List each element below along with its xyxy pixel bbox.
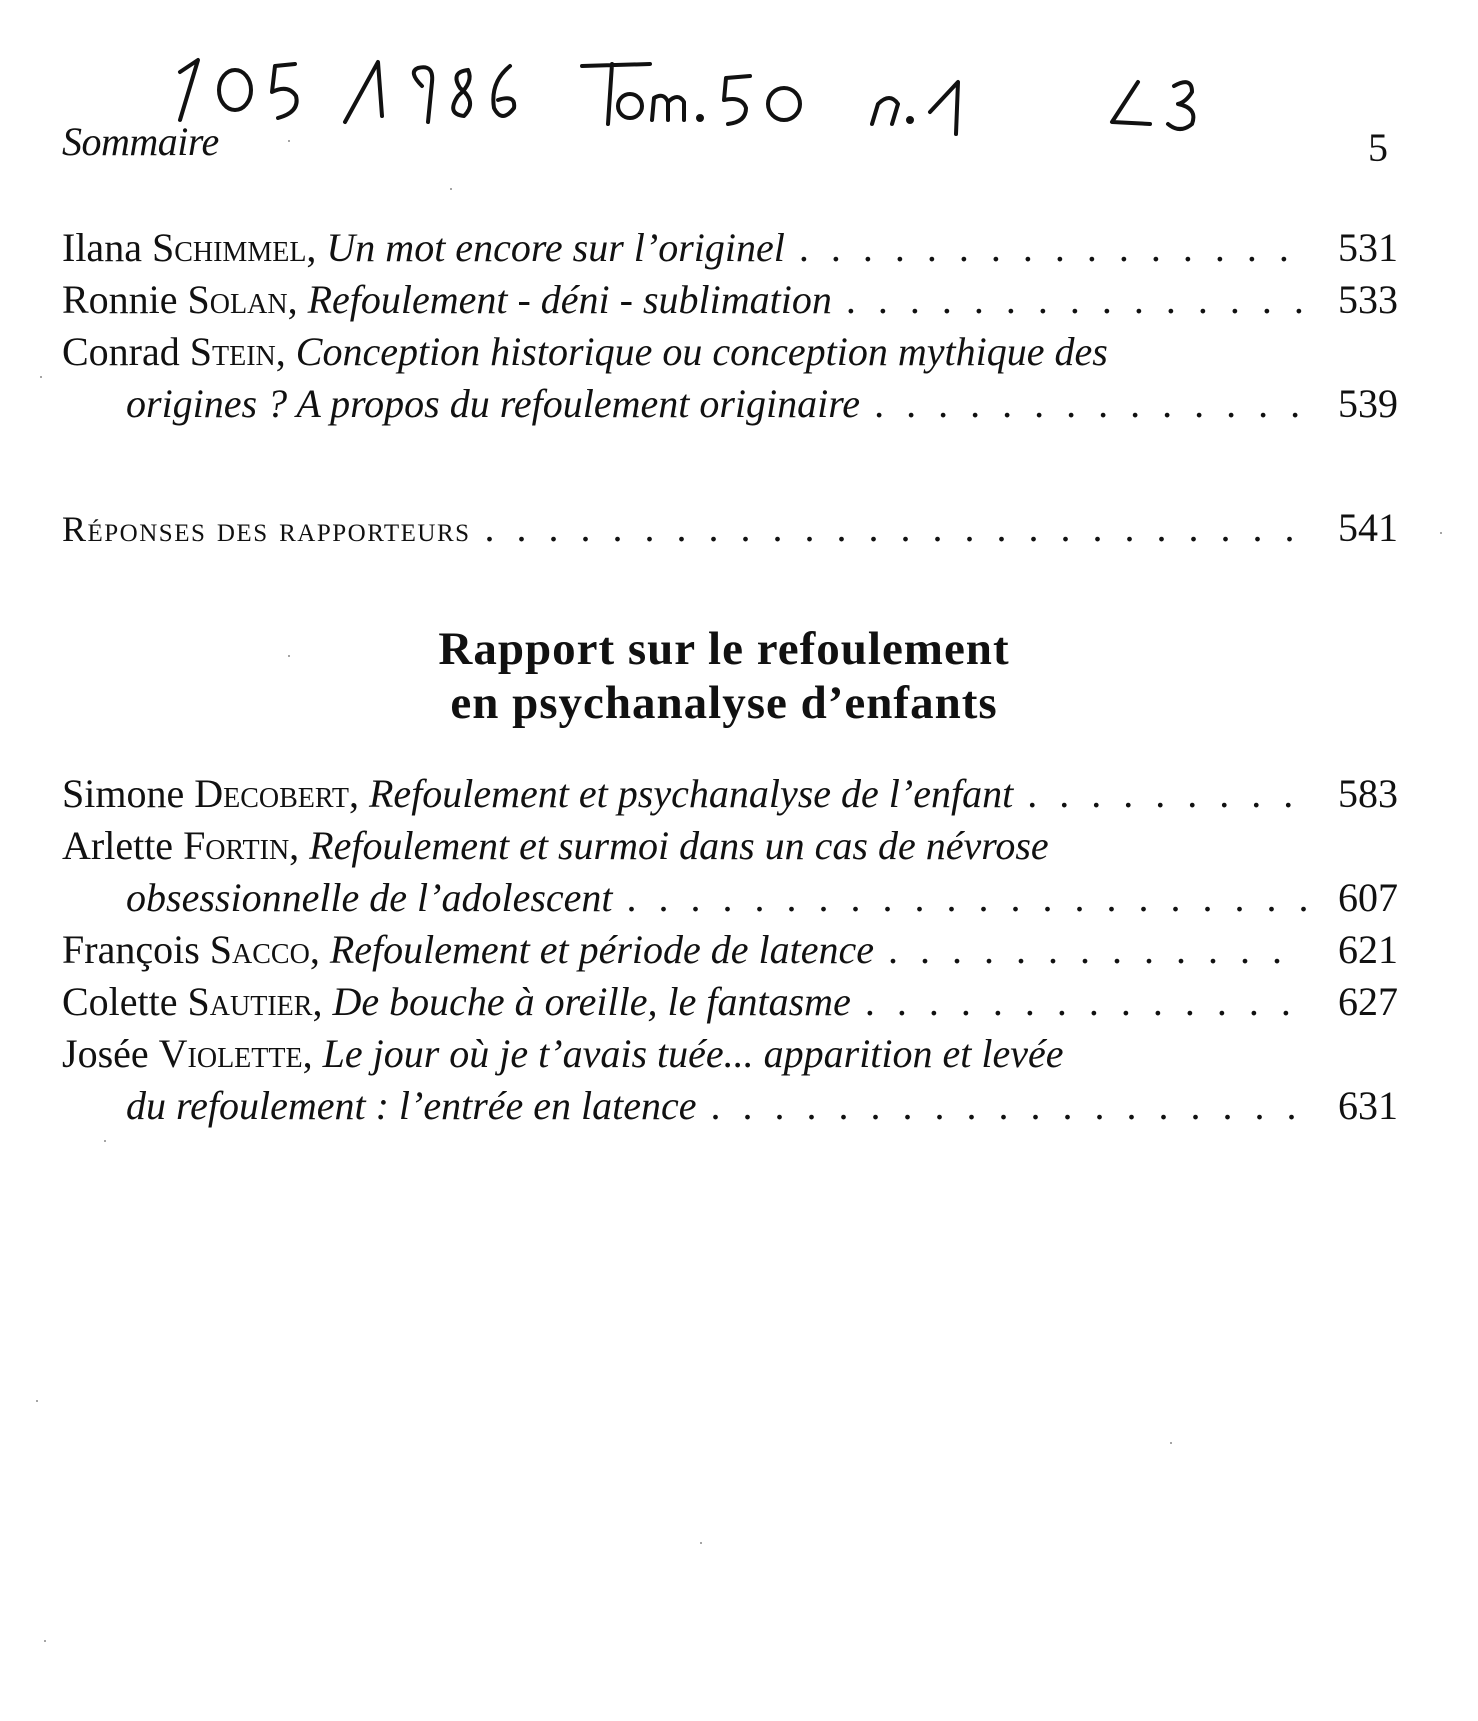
dot-leader bbox=[799, 222, 1306, 274]
author-last-name: Stein bbox=[189, 329, 276, 374]
article-title: Refoulement et psychanalyse de l’enfant bbox=[369, 771, 1014, 816]
author-last-name: Decobert bbox=[194, 771, 349, 816]
toc-entry[interactable]: Simone Decobert, Refoulement et psychanalyse de l’enfant . . . 583 bbox=[62, 768, 1398, 820]
toc-entry[interactable]: Ronnie Solan, Refoulement - déni - sublimation . . . 533 bbox=[62, 274, 1398, 326]
section-heading-line-2: en psychanalyse d’enfants bbox=[450, 677, 998, 729]
author-last-name: Sautier bbox=[187, 979, 313, 1024]
page-number: 627 bbox=[1338, 979, 1398, 1024]
toc-section-1 bbox=[62, 222, 1398, 430]
article-title-line-1: Conception historique ou conception mythique des bbox=[295, 329, 1108, 374]
article-title: Un mot encore sur l’originel bbox=[326, 225, 785, 270]
author-last-name: Schimmel bbox=[151, 225, 307, 270]
author-last-name: Solan bbox=[187, 277, 288, 322]
author-first-name: Ilana bbox=[62, 225, 142, 270]
author-first-name: Arlette bbox=[62, 823, 174, 868]
article-title: De bouche à oreille, le fantasme bbox=[332, 979, 851, 1024]
author-last-name: Fortin bbox=[183, 823, 290, 868]
page-number: 533 bbox=[1338, 277, 1398, 322]
page-number: 607 bbox=[1338, 875, 1398, 920]
article-title-line-2: obsessionnelle de l’adolescent bbox=[126, 875, 613, 920]
toc-reponses bbox=[62, 502, 1398, 555]
article-title: Refoulement - déni - sublimation bbox=[307, 277, 832, 322]
author-first-name: Simone bbox=[62, 771, 185, 816]
toc-entry[interactable]: Arlette Fortin, Refoulement et surmoi dans un cas de névrose obsessionnelle de l’adolescent . . . 607 bbox=[62, 820, 1398, 924]
article-title-line-1: Le jour où je t’avais tuée... apparition et levée bbox=[322, 1031, 1064, 1076]
page-number: 631 bbox=[1338, 1083, 1398, 1128]
toc-entry[interactable]: François Sacco, Refoulement et période de latence . . . 621 bbox=[62, 924, 1398, 976]
dot-leader bbox=[846, 274, 1306, 326]
author-first-name: Ronnie bbox=[62, 277, 178, 322]
toc-section-2 bbox=[62, 768, 1398, 1132]
article-title-line-2: du refoulement : l’entrée en latence bbox=[126, 1083, 697, 1128]
dot-leader bbox=[627, 872, 1306, 924]
page-number: 531 bbox=[1338, 225, 1398, 270]
dot-leader bbox=[874, 378, 1306, 430]
dot-leader bbox=[1027, 768, 1306, 820]
dot-leader bbox=[711, 1080, 1306, 1132]
reponses-label: Réponses des rapporteurs bbox=[62, 509, 471, 549]
page-number: 541 bbox=[1338, 505, 1398, 550]
author-last-name: Violette bbox=[158, 1031, 303, 1076]
section-heading-line-1: Rapport sur le refoulement bbox=[438, 623, 1010, 675]
page-number: 539 bbox=[1338, 381, 1398, 426]
article-title-line-2: origines ? A propos du refoulement originaire bbox=[126, 381, 861, 426]
dot-leader bbox=[865, 976, 1306, 1028]
page-number: 621 bbox=[1338, 927, 1398, 972]
author-first-name: Conrad bbox=[62, 329, 180, 374]
author-first-name: Colette bbox=[62, 979, 178, 1024]
article-title: Refoulement et période de latence bbox=[329, 927, 875, 972]
toc-entry[interactable]: Ilana Schimmel, Un mot encore sur l’originel . . . 531 bbox=[62, 222, 1398, 274]
dot-leader bbox=[888, 924, 1306, 976]
folio-page-number: 5 bbox=[1368, 125, 1388, 170]
dot-leader bbox=[485, 502, 1306, 554]
article-title-line-1: Refoulement et surmoi dans un cas de névrose bbox=[309, 823, 1049, 868]
running-head: Sommaire bbox=[62, 119, 219, 164]
author-first-name: François bbox=[62, 927, 200, 972]
section-heading bbox=[0, 622, 1478, 730]
author-last-name: Sacco bbox=[209, 927, 310, 972]
author-first-name: Josée bbox=[62, 1031, 149, 1076]
toc-entry[interactable]: Colette Sautier, De bouche à oreille, le fantasme . . . 627 bbox=[62, 976, 1398, 1028]
toc-entry[interactable] bbox=[62, 502, 1398, 555]
handwritten-shelfmark bbox=[150, 42, 1350, 142]
page-number: 583 bbox=[1338, 771, 1398, 816]
toc-entry[interactable]: Conrad Stein, Conception historique ou conception mythique des origines ? A propos du refoulement originaire . . . 539 bbox=[62, 326, 1398, 430]
toc-entry[interactable]: Josée Violette, Le jour où je t’avais tuée... apparition et levée du refoulement : l’entrée en latence . . . 631 bbox=[62, 1028, 1398, 1132]
